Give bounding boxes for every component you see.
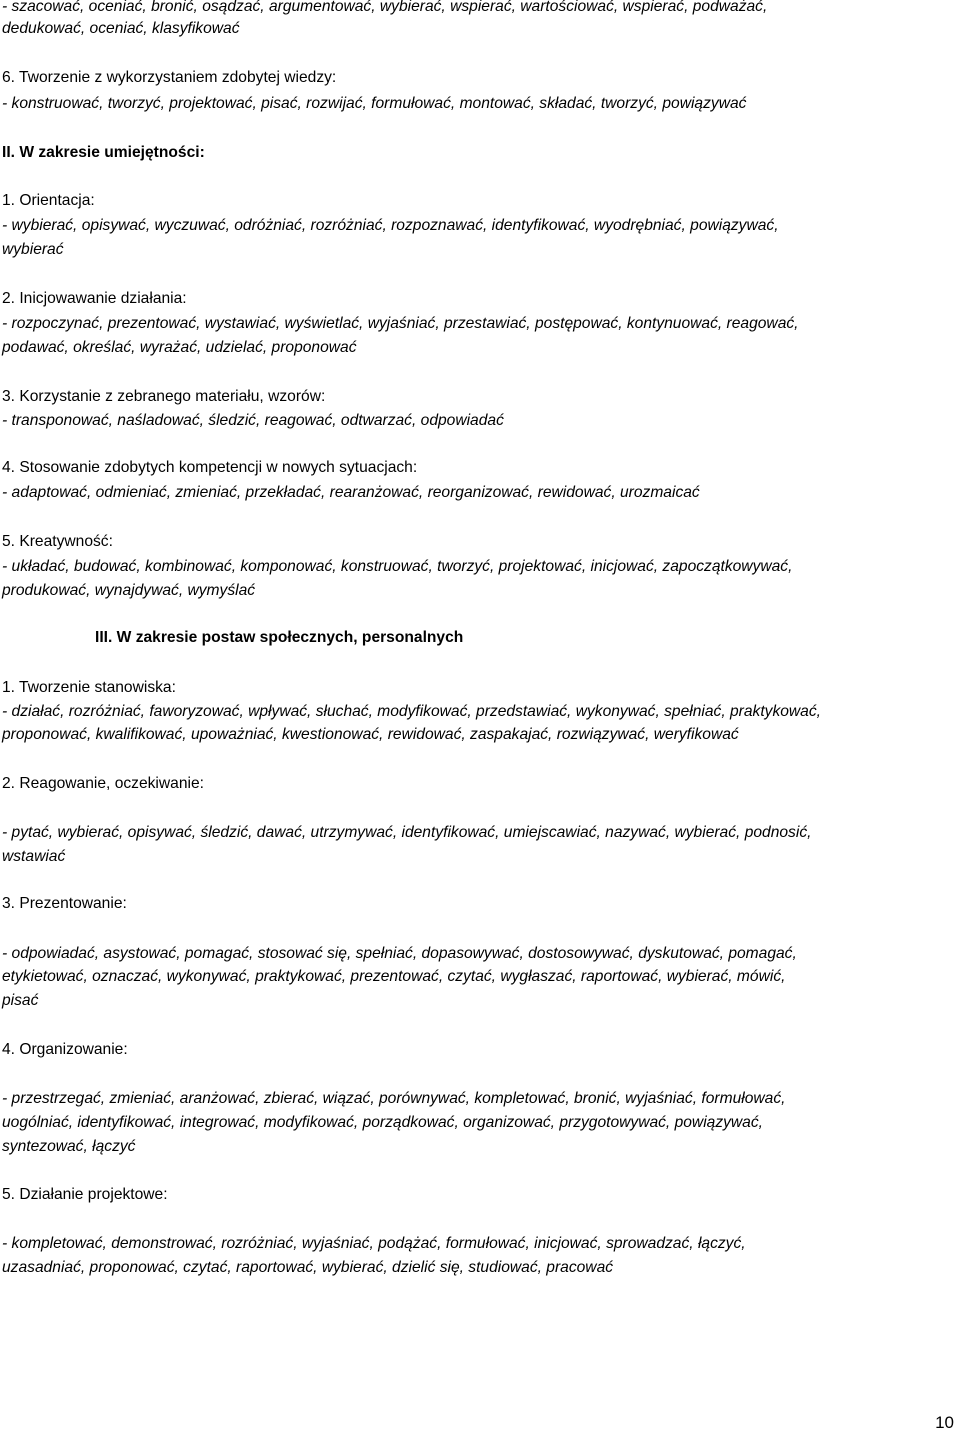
section-heading: 6. Tworzenie z wykorzystaniem zdobytej wiedzy: xyxy=(2,69,337,86)
verb-list-line: - przestrzegać, zmieniać, aranżować, zbierać, wiązać, porównywać, kompletować, bronić, wyjaśniać, formułować, xyxy=(2,1090,786,1107)
verb-list-line: wstawiać xyxy=(2,848,66,865)
verb-list-line: wybierać xyxy=(2,241,64,258)
section-heading: 2. Reagowanie, oczekiwanie: xyxy=(2,775,204,792)
verb-list-line: - konstruować, tworzyć, projektować, pisać, rozwijać, formułować, montować, składać, tworzyć, powiązywać xyxy=(2,95,747,112)
verb-list-line: podawać, określać, wyrażać, udzielać, proponować xyxy=(2,339,357,356)
verb-list-line: - pytać, wybierać, opisywać, śledzić, dawać, utrzymywać, identyfikować, umiejscawiać, nazywać, wybierać, podnosić, xyxy=(2,824,812,841)
page-number: 10 xyxy=(935,1413,954,1432)
section-heading: 5. Kreatywność: xyxy=(2,533,113,550)
verb-list-line: - transponować, naśladować, śledzić, reagować, odtwarzać, odpowiadać xyxy=(2,412,504,429)
section-heading: 3. Korzystanie z zebranego materiału, wzorów: xyxy=(2,388,326,405)
section-heading: 2. Inicjowawanie działania: xyxy=(2,290,187,307)
verb-list-line: uzasadniać, proponować, czytać, raportować, wybierać, dzielić się, studiować, pracować xyxy=(2,1259,614,1276)
section-heading: 4. Stosowanie zdobytych kompetencji w nowych sytuacjach: xyxy=(2,459,418,476)
section-heading: 1. Tworzenie stanowiska: xyxy=(2,679,176,696)
chapter-heading: III. W zakresie postaw społecznych, personalnych xyxy=(95,629,464,646)
verb-list-line: - układać, budować, kombinować, komponować, konstruować, tworzyć, projektować, inicjować, zapoczątkowywać, xyxy=(2,558,793,575)
verb-list-line: - rozpoczynać, prezentować, wystawiać, wyświetlać, wyjaśniać, przestawiać, postępować, kontynuować, reagować, xyxy=(2,315,799,332)
verb-list-line: - szacować, oceniać, bronić, osądzać, argumentować, wybierać, wspierać, wartościować, wspierać, podważać, xyxy=(2,0,768,15)
verb-list-line: uogólniać, identyfikować, integrować, modyfikować, porządkować, organizować, przygotowywać, powiązywać, xyxy=(2,1114,763,1131)
verb-list-line: etykietować, oznaczać, wykonywać, praktykować, prezentować, czytać, wygłaszać, raportować, wybierać, mówić, xyxy=(2,968,786,985)
verb-list-line: - odpowiadać, asystować, pomagać, stosować się, spełniać, dopasowywać, dostosowywać, dyskutować, pomagać, xyxy=(2,945,797,962)
section-heading: 1. Orientacja: xyxy=(2,192,95,209)
verb-list-line: - wybierać, opisywać, wyczuwać, odróżniać, rozróżniać, rozpoznawać, identyfikować, wyodrębniać, powiązywać, xyxy=(2,217,779,234)
verb-list-line: syntezować, łączyć xyxy=(2,1138,136,1155)
verb-list-line: - adaptować, odmieniać, zmieniać, przekładać, rearanżować, reorganizować, rewidować, urozmaicać xyxy=(2,484,700,501)
verb-list-line: - kompletować, demonstrować, rozróżniać, wyjaśniać, podążać, formułować, inicjować, sprowadzać, łączyć, xyxy=(2,1235,746,1252)
verb-list-line: dedukować, oceniać, klasyfikować xyxy=(2,20,240,37)
verb-list-line: pisać xyxy=(2,992,39,1009)
verb-list-line: produkować, wynajdywać, wymyślać xyxy=(2,582,256,599)
section-heading: 5. Działanie projektowe: xyxy=(2,1186,168,1203)
section-heading: 4. Organizowanie: xyxy=(2,1041,128,1058)
verb-list-line: - działać, rozróżniać, faworyzować, wpływać, słuchać, modyfikować, przedstawiać, wykonywać, spełniać, praktykować, xyxy=(2,703,821,720)
verb-list-line: proponować, kwalifikować, upoważniać, kwestionować, rewidować, zaspakajać, rozwiązywać, weryfikować xyxy=(2,726,739,743)
chapter-heading: II. W zakresie umiejętności: xyxy=(2,144,205,161)
section-heading: 3. Prezentowanie: xyxy=(2,895,127,912)
